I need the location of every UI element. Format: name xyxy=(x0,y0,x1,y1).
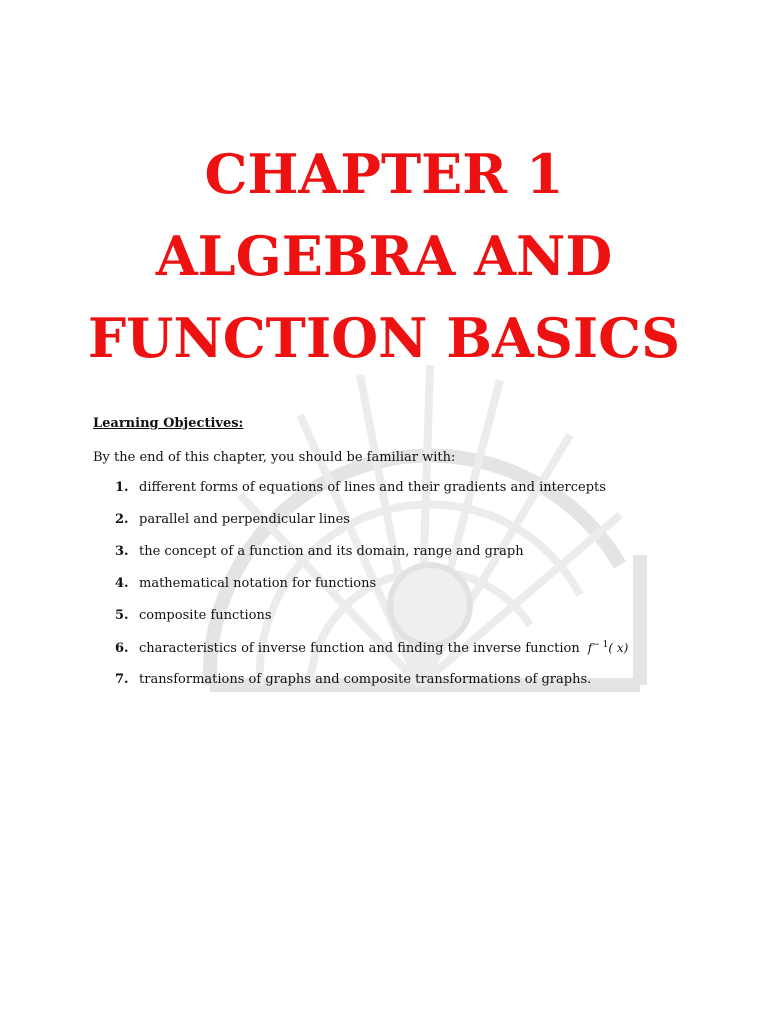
inverse-function-exponent: − 1 xyxy=(592,640,609,650)
objective-text: characteristics of inverse function and finding the inverse function xyxy=(139,641,580,656)
objective-item xyxy=(115,544,628,576)
objective-item xyxy=(115,480,628,512)
chapter-title-line-3: FUNCTION BASICS xyxy=(87,306,681,370)
objective-item xyxy=(115,576,628,608)
objective-number: 2. xyxy=(115,512,129,527)
objective-text: mathematical notation for functions xyxy=(139,576,377,591)
objective-text: transformations of graphs and composite transformations of graphs. xyxy=(139,672,592,687)
objective-number: 3. xyxy=(115,544,129,559)
objective-text: parallel and perpendicular lines xyxy=(139,512,350,527)
intro-text: By the end of this chapter, you should be familiar with: xyxy=(93,450,456,465)
inverse-function-notation xyxy=(588,640,629,655)
objective-text: the concept of a function and its domain, range and graph xyxy=(139,544,524,559)
objective-text: composite functions xyxy=(139,608,272,623)
objective-item xyxy=(115,672,628,704)
objective-item xyxy=(115,608,628,640)
objective-text: different forms of equations of lines and their gradients and intercepts xyxy=(139,480,606,495)
chapter-title xyxy=(0,133,768,379)
objective-number: 1. xyxy=(115,480,129,495)
objective-list xyxy=(115,480,628,704)
chapter-title-line-2: ALGEBRA AND xyxy=(155,224,613,288)
objective-number: 6. xyxy=(115,641,129,656)
inverse-function-base: f xyxy=(587,641,593,655)
learning-objectives-heading: Learning Objectives: xyxy=(93,416,244,431)
inverse-function-argument: ( x) xyxy=(608,641,629,655)
objective-item xyxy=(115,512,628,544)
objective-number: 4. xyxy=(115,576,129,591)
objective-number: 5. xyxy=(115,608,129,623)
objective-number: 7. xyxy=(115,672,129,687)
objective-item xyxy=(115,640,628,672)
chapter-title-line-1: CHAPTER 1 xyxy=(204,142,564,206)
